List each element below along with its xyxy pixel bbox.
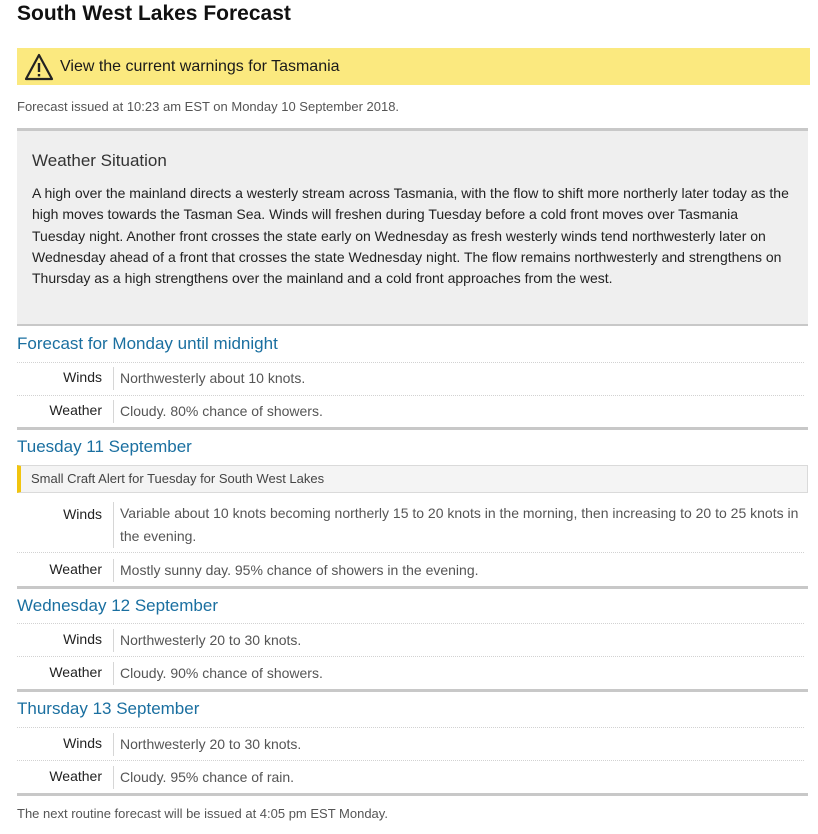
weather-value: Mostly sunny day. 95% chance of showers in the evening. bbox=[113, 559, 800, 582]
small-craft-alert: Small Craft Alert for Tuesday for South West Lakes bbox=[17, 465, 808, 493]
weather-row bbox=[17, 657, 804, 688]
weather-label: Weather bbox=[49, 768, 102, 784]
warning-triangle-icon bbox=[24, 52, 54, 82]
winds-row bbox=[17, 363, 804, 396]
page-title: South West Lakes Forecast bbox=[17, 2, 291, 25]
warnings-link-label: View the current warnings for Tasmania bbox=[60, 57, 340, 75]
weather-situation-panel bbox=[17, 128, 808, 326]
day-heading-monday: Forecast for Monday until midnight bbox=[17, 334, 278, 353]
day-heading-wednesday: Wednesday 12 September bbox=[17, 596, 218, 615]
warnings-link[interactable] bbox=[17, 48, 810, 85]
winds-value: Northwesterly 20 to 30 knots. bbox=[113, 629, 800, 652]
winds-row bbox=[17, 499, 804, 553]
section-separator bbox=[17, 586, 808, 589]
section-separator bbox=[17, 689, 808, 692]
winds-label: Winds bbox=[63, 631, 102, 647]
issued-time: Forecast issued at 10:23 am EST on Monday 10 September 2018. bbox=[17, 99, 400, 114]
next-forecast-note: The next routine forecast will be issued at 4:05 pm EST Monday. bbox=[17, 806, 388, 821]
weather-label: Weather bbox=[49, 402, 102, 418]
winds-row bbox=[17, 728, 804, 761]
weather-label: Weather bbox=[49, 561, 102, 577]
winds-label: Winds bbox=[63, 369, 102, 385]
weather-situation-heading: Weather Situation bbox=[32, 151, 167, 170]
section-separator bbox=[17, 793, 808, 796]
section-separator bbox=[17, 427, 808, 430]
weather-label: Weather bbox=[49, 664, 102, 680]
weather-value: Cloudy. 90% chance of showers. bbox=[113, 662, 800, 685]
winds-label: Winds bbox=[63, 506, 102, 522]
weather-row bbox=[17, 553, 804, 585]
weather-row bbox=[17, 761, 804, 792]
weather-row bbox=[17, 396, 804, 427]
winds-value: Variable about 10 knots becoming northerly 15 to 20 knots in the morning, then increasing to 20 to 25 knots in the evening. bbox=[113, 502, 800, 548]
winds-value: Northwesterly about 10 knots. bbox=[113, 367, 800, 390]
weather-value: Cloudy. 95% chance of rain. bbox=[113, 766, 800, 789]
winds-row bbox=[17, 624, 804, 657]
weather-value: Cloudy. 80% chance of showers. bbox=[113, 400, 800, 423]
winds-label: Winds bbox=[63, 735, 102, 751]
winds-value: Northwesterly 20 to 30 knots. bbox=[113, 733, 800, 756]
day-heading-thursday: Thursday 13 September bbox=[17, 699, 200, 718]
weather-situation-text: A high over the mainland directs a westerly stream across Tasmania, with the flow to shift more northerly later today as the high moves towards the Tasman Sea. Winds will freshen during Tuesday before a cold front moves over Tasmania Tuesday night. Another front crosses the state early on Wednesday as fresh westerly winds tend northwesterly later on Wednesday ahead of a front that crosses the state Wednesday night. The flow remains northwesterly and strengthens on Thursday as a high strengthens over the mainland and a cold front approaches from the west. bbox=[32, 185, 789, 287]
day-heading-tuesday: Tuesday 11 September bbox=[17, 437, 192, 456]
